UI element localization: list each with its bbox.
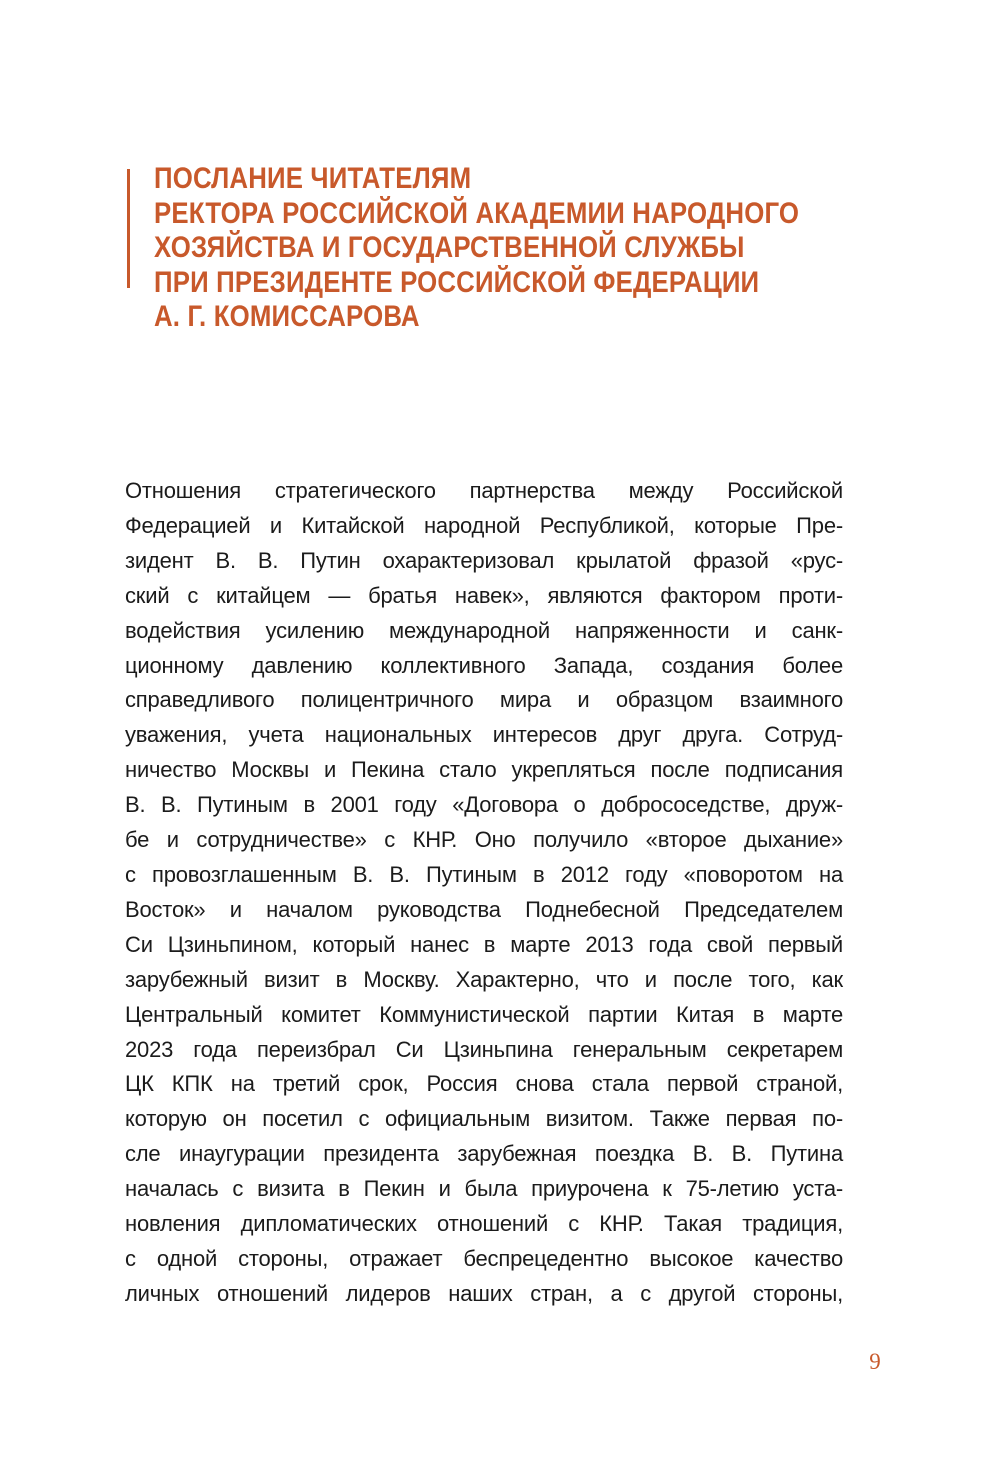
body-line: новления дипломатических отношений с КНР. Такая традиция, [125,1211,843,1237]
page-number: 9 [869,1349,881,1374]
body-line: сле инаугурации президента зарубежная поездка В. В. Путина [125,1141,843,1167]
body-line: с одной стороны, отражает беспрецедентно высокое качество [125,1245,843,1271]
body-line: началась с визита в Пекин и была приурочена к 75-летию уста- [125,1176,843,1202]
body-line: ционному давлению коллективного Запада, создания более [125,652,843,678]
body-line: Федерацией и Китайской народной Республикой, которые Пре- [125,512,843,538]
body-line: Центральный комитет Коммунистической партии Китая в марте [125,1001,843,1027]
body-line: ЦК КПК на третий срок, Россия снова стала первой страной, [125,1071,843,1097]
body-line: ничество Москвы и Пекина стало укрепляться после подписания [125,757,843,783]
page-title-line: ПОСЛАНИЕ ЧИТАТЕЛЯМ [154,162,472,195]
body-line: справедливого полицентричного мира и образцом взаимного [125,687,843,713]
page-title [154,162,808,335]
page-title-line: ПРИ ПРЕЗИДЕНТЕ РОССИЙСКОЙ ФЕДЕРАЦИИ [154,265,760,299]
body-line: 2023 года переизбрал Си Цзиньпина генеральным секретарем [125,1036,843,1062]
body-line: В. В. Путиным в 2001 году «Договора о добрососедстве, друж- [125,792,843,818]
body-line: Си Цзиньпином, который нанес в марте 2013 года свой первый [125,931,843,957]
body-line: ский с китайцем — братья навек», являются фактором проти- [125,582,843,608]
page-title-line: ХОЗЯЙСТВА И ГОСУДАРСТВЕННОЙ СЛУЖБЫ [154,231,745,265]
body-line: Отношения стратегического партнерства между Российской [125,478,843,503]
body-line: Восток» и началом руководства Поднебесной Председателем [125,896,843,922]
body-line: водействия усилению международной напряженности и санк- [125,617,843,643]
heading-accent-rule [127,169,130,288]
body-paragraph [125,474,843,1312]
body-line: зидент В. В. Путин охарактеризовал крылатой фразой «рус- [125,547,843,573]
body-line: бе и сотрудничестве» с КНР. Оно получило «второе дыхание» [125,827,843,853]
page-title-line: А. Г. КОМИССАРОВА [154,300,420,334]
page-title-line: РЕКТОРА РОССИЙСКОЙ АКАДЕМИИ НАРОДНОГО [154,196,800,230]
body-line: которую он посетил с официальным визитом. Также первая по- [125,1106,843,1132]
body-line: с провозглашенным В. В. Путиным в 2012 году «поворотом на [125,861,843,887]
body-line: личных отношений лидеров наших стран, а с другой стороны, [125,1280,843,1306]
body-line: уважения, учета национальных интересов друг друга. Сотруд- [125,722,843,748]
body-line: зарубежный визит в Москву. Характерно, что и после того, как [125,966,843,992]
